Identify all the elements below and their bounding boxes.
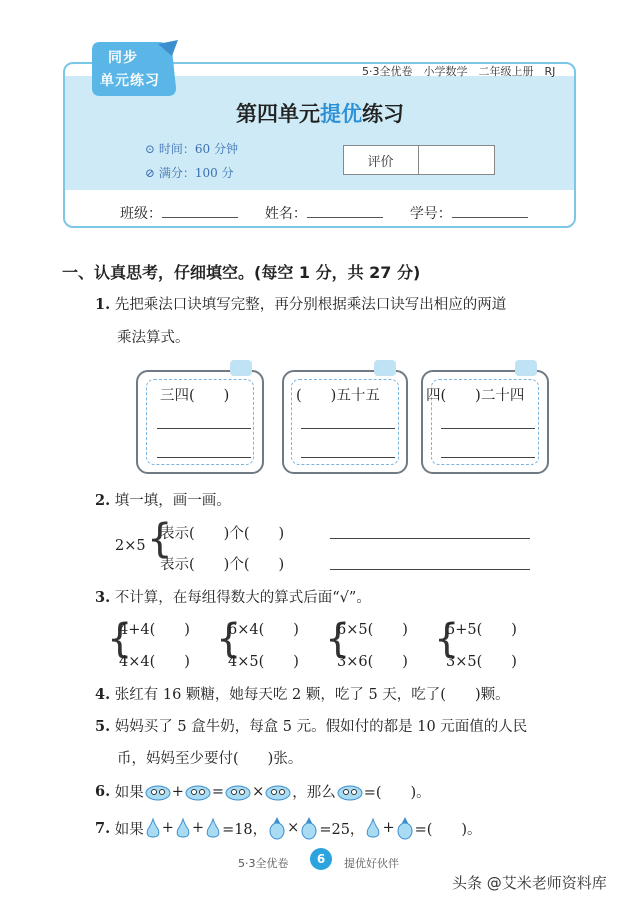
q1-box-1-line-1[interactable] [157,428,251,429]
q3-brace-icon: { [107,616,133,662]
student-info-row [120,203,528,223]
q7-op1: + [161,820,174,836]
q7-eq1: =18， [222,821,268,838]
time-label: 时间：60 分钟 [158,142,238,156]
score-label: 满分：100 分 [158,166,234,180]
q3-g2-b: 4×5( ) [228,654,299,670]
q1-box-2-line-2[interactable] [301,457,395,458]
class-field[interactable] [162,203,238,218]
page-number: 6 [310,848,332,870]
q6-number: 6. [95,783,111,800]
q1-box-2-text: ( )五十五 [296,388,380,404]
q2-brace-icon: { [147,516,173,562]
q4-number: 4. [95,686,111,703]
q2-expression: 2×5 [115,538,146,554]
pineapple-icon [267,816,287,840]
pear-icon [144,817,162,839]
id-label: 学号： [409,206,452,222]
q3-text: 不计算，在每组得数大的算式后面“√”。 [114,590,371,606]
series-info: 5·3全优卷 小学数学 二年级上册 RJ [362,65,556,78]
owl-icon [264,783,292,801]
q3-g3-b: 3×6( ) [337,654,408,670]
q1-box-3-line-2[interactable] [441,457,535,458]
evaluation-label: 评价 [367,155,394,170]
q2-draw-line-2[interactable] [330,569,530,570]
q5-number: 5. [95,718,111,735]
clock-icon: ⊙ [145,142,156,156]
pineapple-icon [395,816,415,840]
section-title: 一、认真思考，仔细填空。(每空 1 分，共 27 分) [62,263,421,282]
q3-g3-a: 6×5( ) [337,622,408,638]
q7-text-if: 如果 [114,821,144,838]
watering-can-icon [230,360,252,376]
q7-line [95,816,482,840]
q3-line [95,586,371,607]
q5-line2: 币，妈妈至少要付( )张。 [117,751,303,767]
q1-number: 1. [95,296,111,313]
q3-brace-icon: { [325,616,351,662]
watering-can-icon [515,360,537,376]
q5-text-1: 妈妈买了 5 盒牛奶，每盒 5 元。假如付的都是 10 元面值的人民 [114,719,528,735]
q6-line [95,781,431,802]
evaluation-divider [418,145,419,175]
check-circle-icon: ⊘ [145,166,156,180]
q3-brace-icon: { [434,616,460,662]
owl-icon [224,783,252,801]
q4-text: 张红有 16 颗糖，她每天吃 2 颗，吃了 5 天，吃了( )颗。 [114,687,510,703]
q1-line1 [95,293,506,314]
q2-draw-line-1[interactable] [330,538,530,539]
q7-op2: + [191,820,205,836]
owl-icon [336,783,364,801]
class-label: 班级： [120,206,162,222]
q2-row-2: 表示( )个( ) [160,557,285,573]
badge-text-2: 单元练习 [100,73,160,89]
title-highlight: 提优 [320,102,362,126]
pear-icon [364,817,382,839]
q7-number: 7. [95,819,111,837]
page-title [0,98,640,128]
q3-g1-a: 4+4( ) [119,622,190,638]
q4-line [95,683,510,704]
q6-op: + [171,783,184,800]
badge-text-1: 同步 [108,50,138,66]
pear-icon [204,817,222,839]
q2-line [95,489,231,510]
q7-result: =( )。 [414,821,482,838]
pineapple-icon [299,816,319,840]
title-part2: 练习 [362,102,404,126]
pear-icon [174,817,192,839]
q6-text-if: 如果 [114,785,144,801]
q6-then: ，那么 [292,785,336,801]
q2-number: 2. [95,492,111,509]
q1-box-3-line-1[interactable] [441,428,535,429]
q6-result: =( )。 [363,785,431,801]
owl-icon [184,783,212,801]
watermark: 头条 @艾米老师资料库 [452,874,607,892]
q5-line1 [95,715,527,736]
q1-box-3-text: 四( )二十四 [426,388,525,404]
q6-mul: × [252,783,265,800]
q2-row-1: 表示( )个( ) [160,526,285,542]
score-info [145,164,234,181]
footer-right: 提优好伙伴 [344,857,399,870]
q3-g4-b: 3×5( ) [446,654,517,670]
q1-text-1: 先把乘法口诀填写完整，再分别根据乘法口诀写出相应的两道 [114,297,507,313]
q6-eq: = [211,783,225,800]
owl-icon [144,783,172,801]
id-field[interactable] [452,203,528,218]
q1-box-2-line-1[interactable] [301,428,395,429]
q3-g1-b: 4×4( ) [119,654,190,670]
q7-eq2: =25， [319,821,365,838]
watering-can-icon [374,360,396,376]
q1-box-1-line-2[interactable] [157,457,251,458]
title-part1: 第四单元 [236,102,320,126]
name-field[interactable] [307,203,383,218]
q3-g2-a: 6×4( ) [228,622,299,638]
q3-g4-a: 5+5( ) [446,622,517,638]
time-info [145,140,238,157]
footer-left: 5·3全优卷 [238,857,289,870]
q2-text: 填一填，画一画。 [114,493,231,509]
q3-brace-icon: { [216,616,242,662]
q1-box-1-text: 三四( ) [160,388,230,404]
q1-line2: 乘法算式。 [117,330,190,346]
q7-op3: + [382,820,395,836]
q3-number: 3. [95,589,111,606]
q7-mul: × [287,820,300,836]
name-label: 姓名： [264,206,307,222]
